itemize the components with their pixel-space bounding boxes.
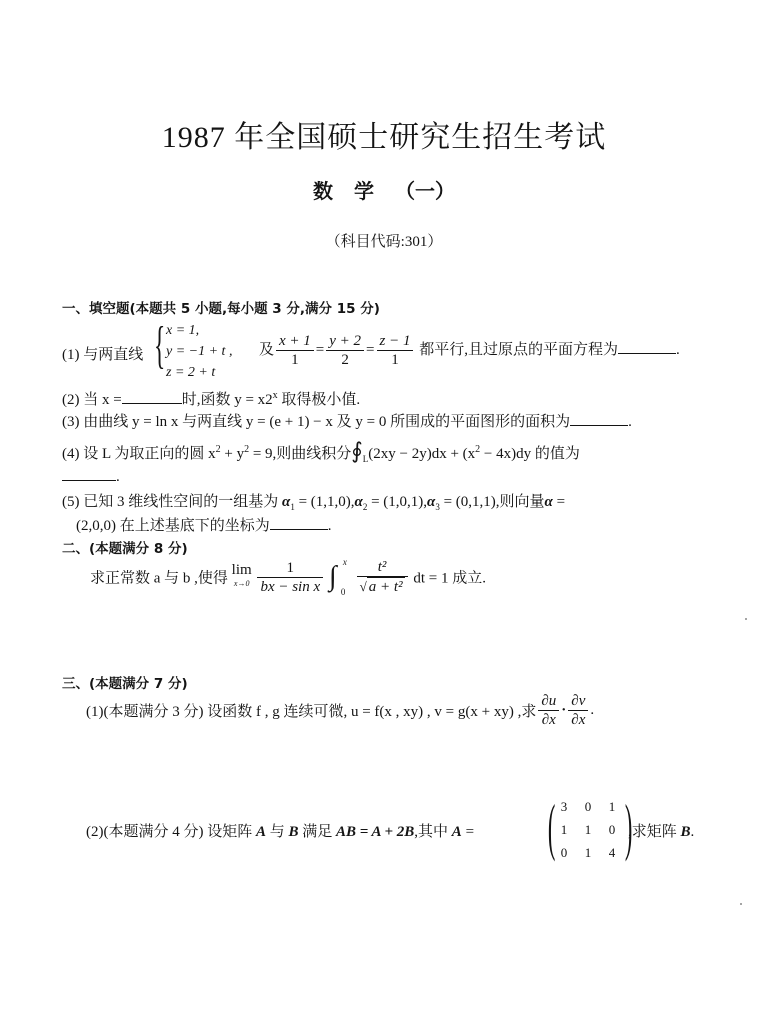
subject-code: （科目代码:301）: [325, 234, 443, 250]
matrix-left-paren: (: [547, 791, 556, 862]
fraction-y: $\frac{y + 2}{2}$: [326, 332, 364, 369]
q1-mid: 及: [259, 341, 275, 358]
matrix-A: [552, 795, 624, 864]
line-system: [166, 320, 232, 383]
exam-subtitle: 数 学 （一）: [313, 179, 455, 203]
system-eq-3: z = 2 + t: [166, 365, 216, 380]
answer-blank-4: [62, 466, 116, 481]
question-3: (3) 由曲线 y = ln x 与两直线 y = (e + 1) − x 及 y = 0 所围成的平面图形的面积为 .: [62, 410, 632, 431]
matrix-row: 0 1 4: [560, 845, 616, 860]
integral-sign: ∫ x 0: [328, 557, 347, 597]
fraction-x: $\frac{x + 1}{1}$: [276, 332, 314, 369]
section-3-part-1: (1)(本题满分 3 分) 设函数 f , g 连续可微, u = f(x , xy) , v = g(x + xy) ,求 $\frac{\partial u}{\partial x}$ · $\frac{\partial v}{\partial x}$ .: [86, 693, 595, 728]
matrix-row: 1 1 0: [560, 822, 616, 837]
section-2-heading: 二、(本题满分 8 分): [62, 541, 188, 557]
question-4-blank: .: [62, 466, 120, 486]
matrix-right-paren: ): [624, 791, 633, 862]
partial-v-x: $\frac{\partial v}{\partial x}$: [568, 692, 588, 729]
scan-speck: [740, 903, 742, 905]
limit-problem: 求正常数 a 与 b ,使得 lim x→0 $\frac{1}{\text{bx − sin x}}$ ∫ x 0 $\frac{\text{t²}}{\text{√ a + t²}}$ dt = 1 成立.: [90, 557, 486, 597]
scan-speck: [745, 618, 747, 620]
matrix-row: 3 0 1: [560, 799, 616, 814]
question-2: (2) 当 x = 时,函数 $y = x2^x$ 取得极小值.: [62, 390, 361, 408]
limit-fraction: $\frac{1}{\text{bx − sin x}}$: [257, 559, 323, 596]
section-1-heading: 一、填空题(本题共 5 小题,每小题 3 分,满分 15 分): [62, 301, 380, 317]
fraction-z: $\frac{z - 1}{1}$: [377, 332, 414, 369]
system-eq-2: y = −1 + t ,: [166, 344, 233, 359]
q1-suffix: 都平行,且过原点的平面方程为: [419, 341, 618, 358]
answer-blank-1: [618, 339, 676, 354]
partial-u-x: $\frac{\partial u}{\partial x}$: [538, 692, 559, 729]
exam-title: 1987 年全国硕士研究生招生考试: [161, 121, 607, 154]
integrand-fraction: $\frac{\text{t²}}{\text{√ a + t²}}$: [357, 558, 408, 596]
section-3-part-2-tail: ,求矩阵 B.: [628, 824, 695, 840]
contour-integral-sign: ∮: [351, 438, 363, 463]
section-3-heading: 三、(本题满分 7 分): [62, 676, 188, 692]
question-4: (4) 设 L 为取正向的圆 $x^2 + y^2 = 9$,则曲线积分$∮_L(2xy - 2y)dx + (x^2 - 4x)dy$ 的值为: [62, 438, 580, 464]
question-5-line-2: (2,0,0) 在上述基底下的坐标为 .: [76, 514, 332, 535]
answer-blank-3: [570, 411, 628, 426]
system-eq-1: x = 1,: [166, 323, 200, 338]
question-5: (5) 已知 3 维线性空间的一组基为 $\alpha_1 = (1,1,0),\alpha_2 = (1,0,1),\alpha_3 = (0,1,1)$,则向量α =: [62, 494, 566, 512]
q1-line-eq: 及 $\frac{x + 1}{1}$ = $\frac{y + 2}{2}$ = $\frac{z - 1}{1}$ 都平行,且过原点的平面方程为 .: [259, 333, 680, 368]
limit-operator: lim x→0: [231, 562, 252, 588]
answer-blank-2: [122, 389, 182, 404]
system-brace: {: [154, 317, 166, 374]
section-3-part-2-text: (2)(本题满分 4 分) 设矩阵 A 与 B 满足 AB = A + 2B,其中 A =: [86, 824, 475, 840]
answer-blank-5: [270, 515, 328, 530]
q1-prefix: (1) 与两直线: [62, 347, 144, 363]
